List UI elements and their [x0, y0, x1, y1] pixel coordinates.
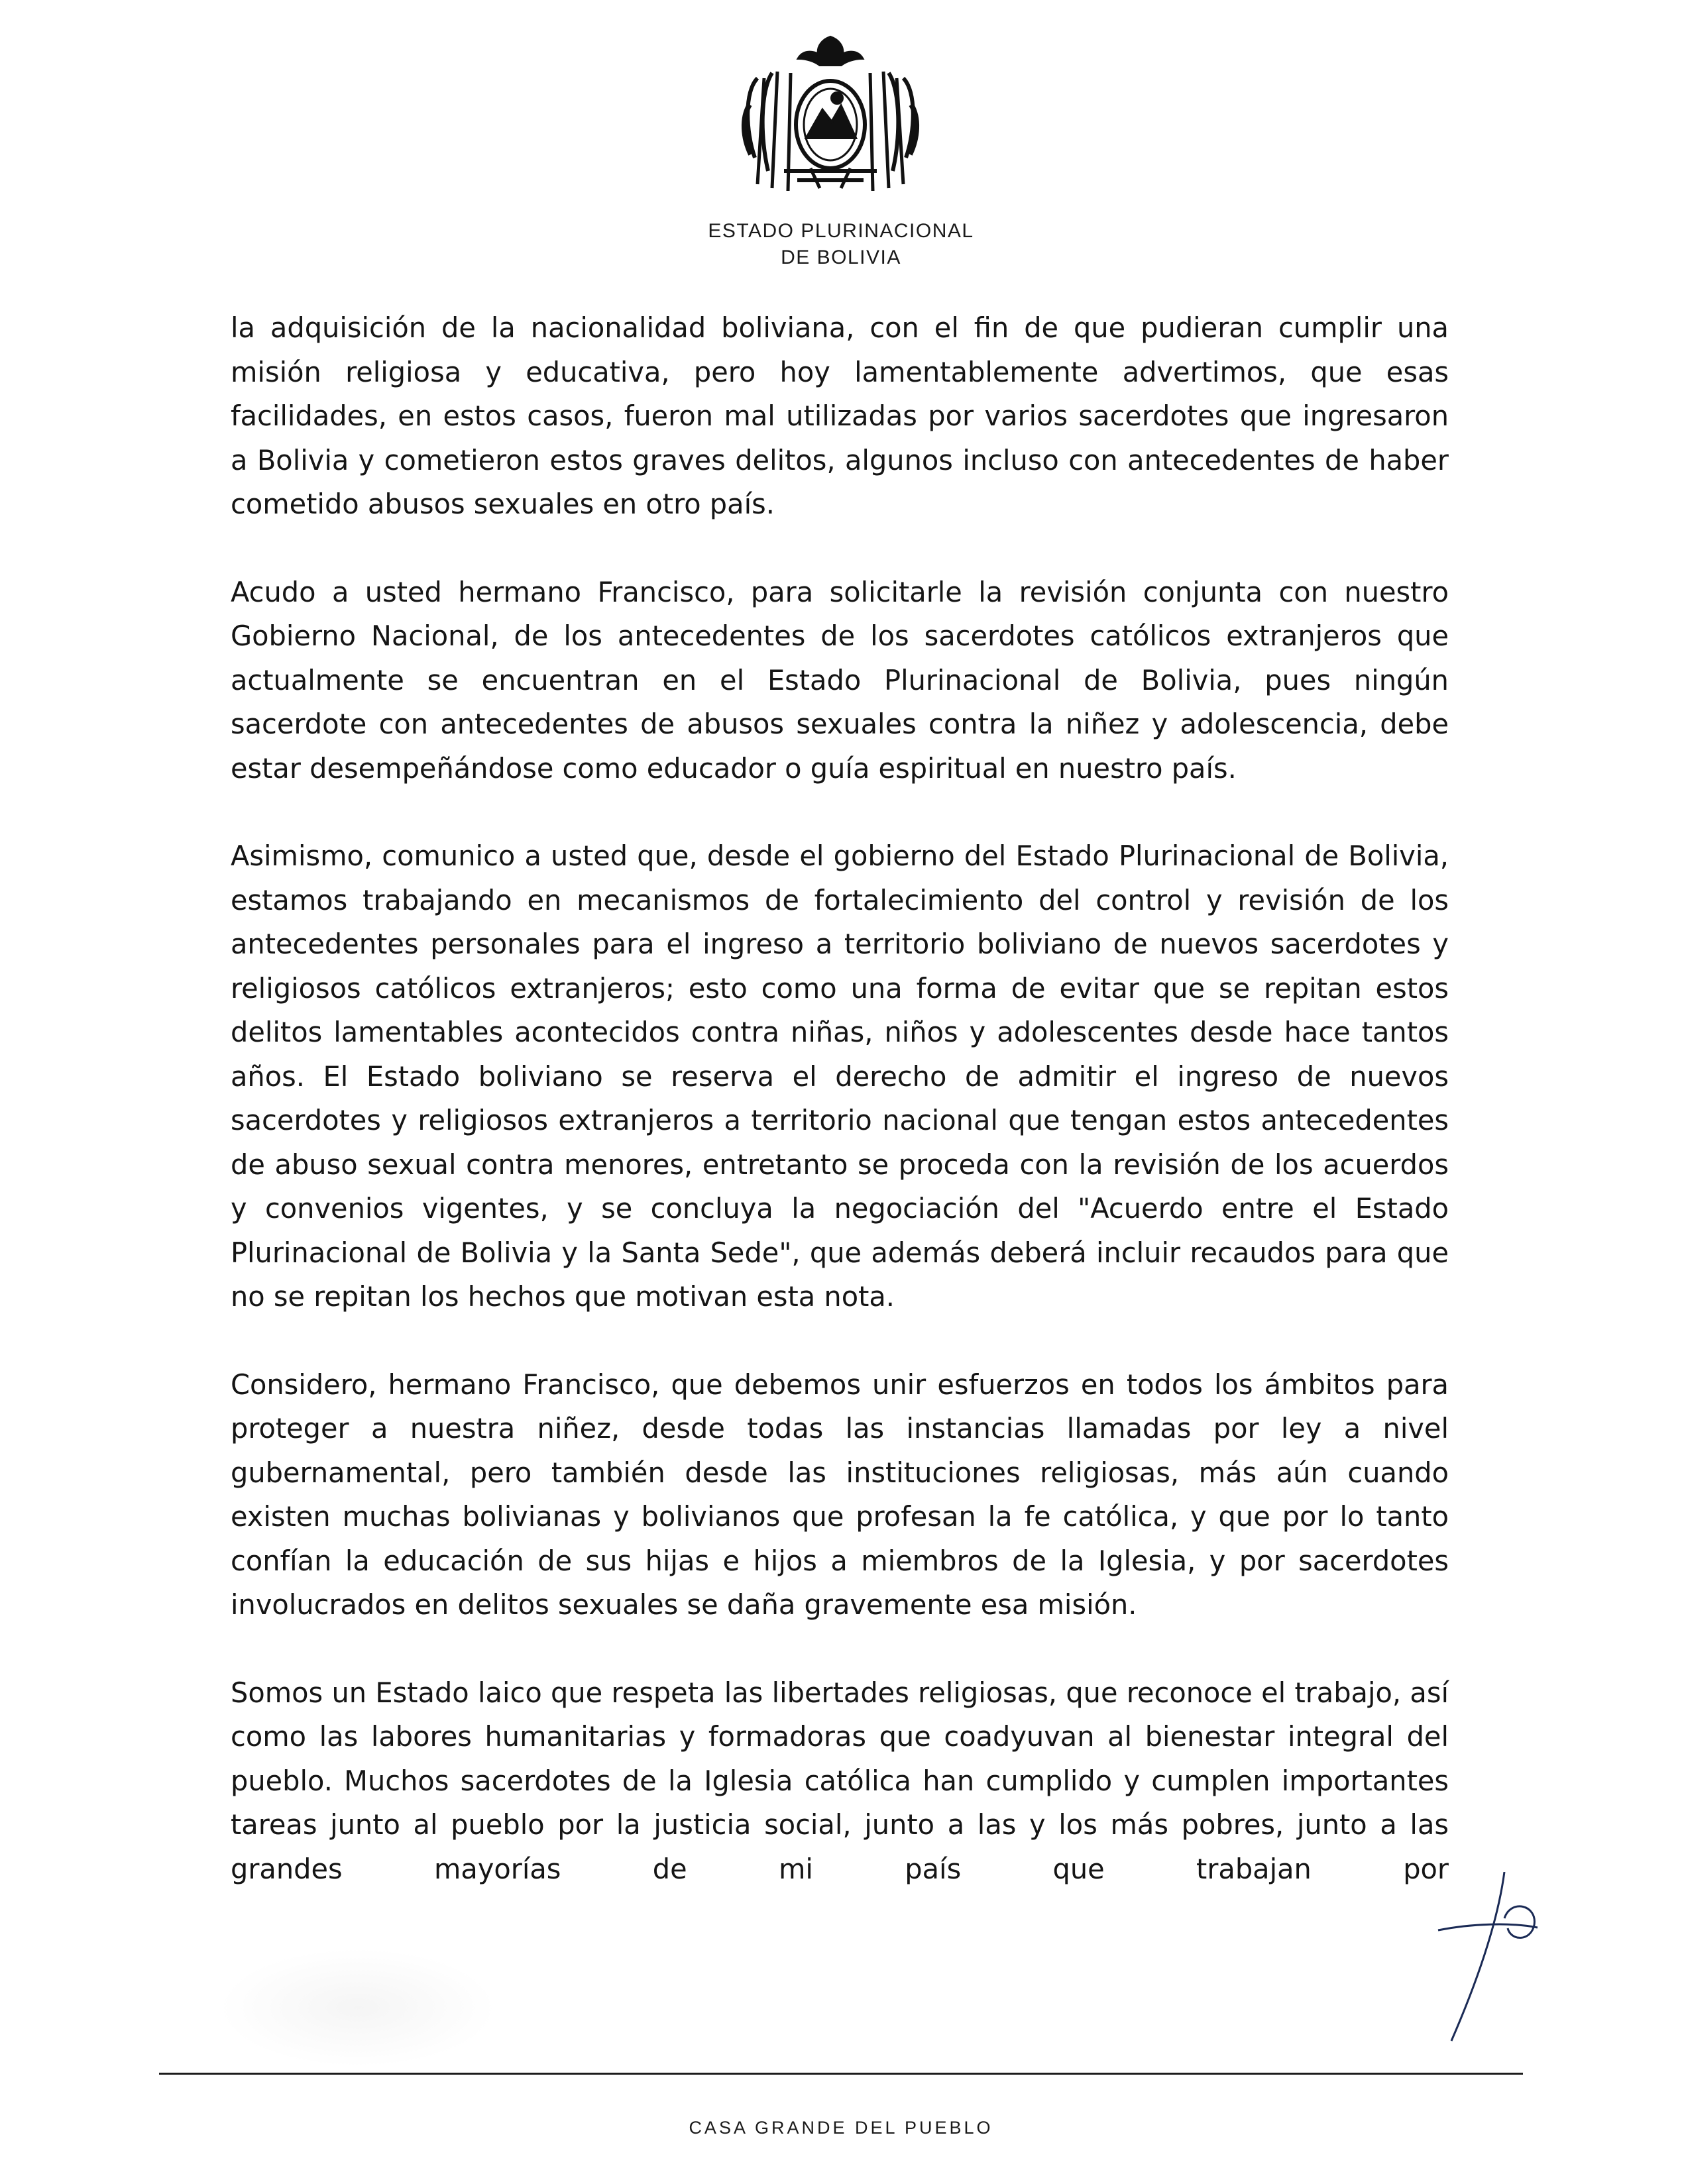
letter-body	[231, 306, 1449, 1891]
paragraph-3: Asimismo, comunico a usted que, desde el gobierno del Estado Plurinacional de Bolivia, estamos trabajando en mecanismos de fortalecimiento del control y revisión de los antecedentes personales para el ingreso a territorio boliviano de nuevos sacerdotes y religiosos católicos extranjeros; esto como una forma de evitar que se repitan estos delitos lamentables acontecidos contra niñas, niños y adolescentes desde hace tantos años. El Estado boliviano se reserva el derecho de admitir el ingreso de nuevos sacerdotes y religiosos extranjeros a territorio nacional que tengan estos antecedentes de abuso sexual contra menores, entretanto se proceda con la revisión de los acuerdos y convenios vigentes, y se concluya la negociación del "Acuerdo entre el Estado Plurinacional de Bolivia y la Santa Sede", que además deberá incluir recaudos para que no se repitan los hechos que motivan esta nota.	[231, 840, 1449, 1313]
paragraph-4: Considero, hermano Francisco, que debemos unir esfuerzos en todos los ámbitos para proteger a nuestra niñez, desde todas las instancias llamadas por ley a nivel gubernamental, pero también desde las instituciones religiosas, más aún cuando existen muchas bolivianas y bolivianos que profesan la fe católica, y que por lo tanto confían la educación de sus hijas e hijos a miembros de la Iglesia, y por sacerdotes involucrados en delitos sexuales se daña gravemente esa misión.	[231, 1368, 1449, 1621]
footer-label: CASA GRANDE DEL PUEBLO	[689, 2118, 993, 2138]
paragraph-2: Acudo a usted hermano Francisco, para solicitarle la revisión conjunta con nuestro Gobierno Nacional, de los antecedentes de los sacerdotes católicos extranjeros que actualmente se encuentran en el Estado Plurinacional de Bolivia, pues ningún sacerdote con antecedentes de abusos sexuales contra la niñez y adolescencia, debe estar desempeñándose como educador o guía espiritual en nuestro país.	[231, 575, 1449, 785]
paragraph-1: la adquisición de la nacionalidad boliviana, con el fin de que pudieran cumplir una misión religiosa y educativa, pero hoy lamentablemente advertimos, que esas facilidades, en estos casos, fueron mal utilizadas por varios sacerdotes que ingresaron a Bolivia y cometieron estos graves delitos, algunos incluso con antecedentes de haber cometido abusos sexuales en otro país.	[231, 311, 1449, 520]
signature-icon	[1425, 1872, 1557, 2044]
paragraph-5: Somos un Estado laico que respeta las libertades religiosas, que reconoce el trabajo, así como las labores humanitarias y formadoras que coadyuvan al bienestar integral del pueblo. Muchos sacerdotes de la Iglesia católica han cumplido y cumplen importantes tareas junto al pueblo por la justicia social, junto a las y los más pobres, junto a las grandes mayorías de mi país que trabajan por	[231, 1676, 1449, 1885]
faint-stamp-mark	[219, 1948, 497, 2067]
coat-of-arms-icon	[738, 32, 923, 199]
footer-divider	[159, 2073, 1523, 2075]
header-line-2: DE BOLIVIA	[781, 246, 901, 268]
header-line-1: ESTADO PLURINACIONAL	[708, 220, 974, 242]
